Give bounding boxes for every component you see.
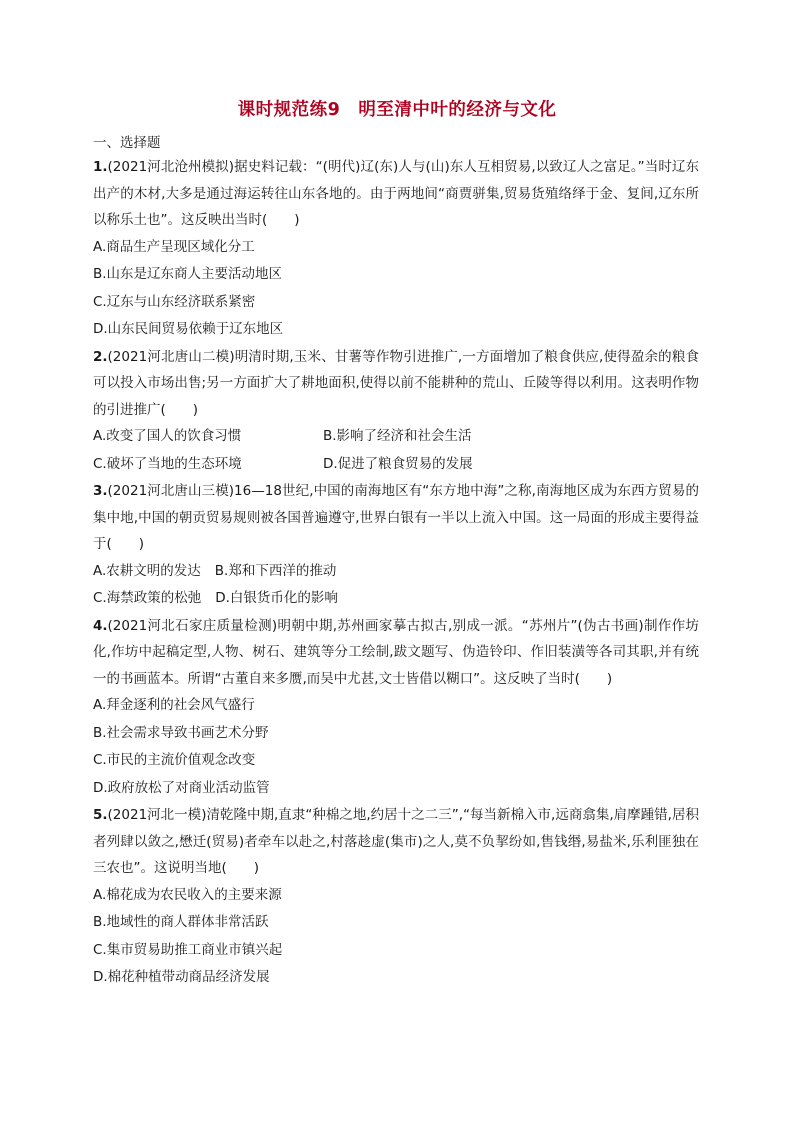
option-d: D.政府放松了对商业活动监管: [93, 779, 270, 796]
section-heading: 一、选择题: [93, 135, 161, 151]
question-number: 4.: [93, 617, 108, 634]
option-c: C.集市贸易助推工商业市镇兴起: [93, 941, 283, 958]
question-1: [93, 154, 699, 344]
option-d: D.山东民间贸易依赖于辽东地区: [93, 321, 284, 337]
option-d: D.促进了粮食贸易的发展: [323, 455, 473, 472]
question-4: [93, 613, 699, 803]
option-b: B.社会需求导致书画艺术分野: [93, 724, 269, 741]
option-row: [93, 451, 699, 479]
option-b: B.影响了经济和社会生活: [323, 428, 472, 444]
option-a: A.改变了国人的饮食习惯: [93, 428, 242, 444]
option-d: D.白银货币化的影响: [215, 590, 338, 606]
option-row: [93, 423, 699, 451]
option-row: [93, 585, 699, 613]
question-stem: 1.(2021河北沧州模拟)据史料记载：“(明代)辽(东)人与(山)东人互相贸易,以致辽人之富足。”当时辽东出产的木材,大多是通过海运转往山东各地的。由于两地间“商贾骈集,贸易货殖络绎于金、复间,辽东所以称乐土也”。这反映出当时( ): [93, 159, 699, 228]
question-5: [93, 802, 699, 992]
option-c: C.市民的主流价值观念改变: [93, 752, 256, 768]
option-a: A.拜金逐利的社会风气盛行: [93, 697, 255, 713]
option-b: B.地域性的商人群体非常活跃: [93, 914, 269, 930]
question-number: 2.: [93, 348, 108, 365]
question-number: 5.: [93, 807, 108, 823]
question-list: [93, 154, 699, 992]
question-stem: 5.(2021河北一模)清乾隆中期,直隶“种棉之地,约居十之二三”,“每当新棉入市,远商翕集,肩摩踵错,居积者列肆以敛之,懋迁(贸易)者牵车以赴之,村落趁虚(集市)之人,莫不负挈纷如,售钱缗,易盐米,乐利匪独在三农也”。这说明当地( ): [93, 807, 699, 876]
question-number: 3.: [93, 483, 108, 499]
option-c: C.辽东与山东经济联系紧密: [93, 293, 256, 310]
option-c: C.海禁政策的松弛: [93, 590, 202, 606]
option-c: C.破坏了当地的生态环境: [93, 455, 242, 472]
question-number: 1.: [93, 159, 108, 175]
option-a: A.农耕文明的发达: [93, 562, 201, 579]
question-stem: 2.(2021河北唐山二模)明清时期,玉米、甘薯等作物引进推广,一方面增加了粮食供应,使得盈余的粮食可以投入市场出售;另一方面扩大了耕地面积,使得以前不能耕种的荒山、丘陵等得以利用。这表明作物的引进推广( ): [93, 348, 699, 418]
option-a: A.棉花成为农民收入的主要来源: [93, 886, 282, 903]
question-2: [93, 344, 699, 479]
question-3: [93, 478, 699, 613]
option-d: D.棉花种植带动商品经济发展: [93, 969, 270, 985]
option-b: B.郑和下西洋的推动: [214, 562, 337, 579]
question-stem: 3.(2021河北唐山三模)16—18世纪,中国的南海地区有“东方地中海”之称,南海地区成为东西方贸易的集中地,中国的朝贡贸易规则被各国普遍遵守,世界白银有一半以上流入中国。这一局面的形成主要得益于( ): [93, 483, 699, 552]
page-title: 课时规范练9 明至清中叶的经济与文化: [237, 100, 557, 120]
option-b: B.山东是辽东商人主要活动地区: [93, 266, 283, 282]
option-a: A.商品生产呈现区域化分工: [93, 238, 255, 255]
option-row: [93, 558, 699, 586]
question-stem: 4.(2021河北石家庄质量检测)明朝中期,苏州画家摹古拟古,别成一派。“苏州片”(伪古书画)制作作坊化,作坊中起稿定型,人物、树石、建筑等分工绘制,跋文题写、伪造铃印、作旧装潢等各司其职,并有统一的书画蓝本。所谓“古董自来多赝,而吴中尤甚,文士皆借以糊口”。这反映了当时( ): [93, 617, 699, 687]
